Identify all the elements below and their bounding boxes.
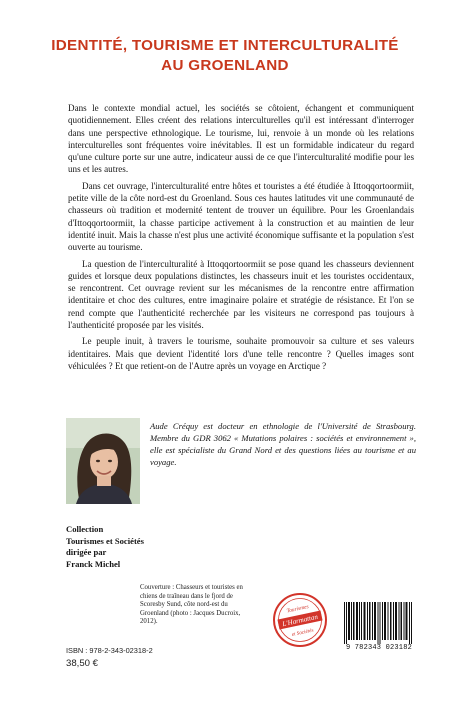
book-title <box>40 36 410 76</box>
svg-text:et Sociétés: et Sociétés <box>291 627 315 638</box>
isbn: ISBN : 978-2-343-02318-2 <box>66 646 153 655</box>
author-bio: Aude Créquy est docteur en ethnologie de l'Université de Strasbourg. Membre du GDR 3062 « Mutations polaires : sociétés et environnement », elle est spécialiste du Grand Nord et des questions liées au tourisme et au voyage. <box>150 421 416 467</box>
summary-paragraph: Dans le contexte mondial actuel, les sociétés se côtoient, échangent et communiquent quotidiennement. Elles créent des relations interculturelles qu'il est intéressant d'interroger dans une perspective ethnologique. Le tourisme, lui, renvoie à un monde où les relations interculturelles sont fréquentes voire inévitables. Il est un formidable indicateur du regard qu'une culture porte sur une autre, indicateur aussi de ce que l'interculturalité modifie pour les uns et les autres. <box>68 103 414 175</box>
barcode-digits: 9 782343 023182 <box>345 644 412 652</box>
summary-text <box>68 102 414 376</box>
barcode <box>340 600 418 656</box>
svg-text:Tourismes: Tourismes <box>286 603 310 615</box>
barcode-bars <box>344 602 414 644</box>
collection-label: Collection <box>66 524 104 534</box>
summary-paragraph: Le peuple inuit, à travers le tourisme, souhaite promouvoir sa culture et ses valeurs identitaires. Mais que devient l'identité lors d'une telle rencontre ? Quelles images sont véhiculées ? Et que retient-on de l'Autre après un voyage en Arctique ? <box>68 336 414 371</box>
book-title-line-2: AU GROENLAND <box>161 57 289 74</box>
collection-info <box>66 524 196 570</box>
publisher-stamp-logo <box>272 592 328 648</box>
collection-name: Tourismes et Sociétés <box>66 535 144 546</box>
summary-paragraph: Dans cet ouvrage, l'interculturalité entre hôtes et touristes a été étudiée à Ittoqqortoormiit, petite ville de la côte nord-est du Groenland. Sous ces hautes latitudes vit une communauté de chasseurs où tradition et modernité tentent de trouver un équilibre. Pour les Groenlandais d'Ittoqqortoormiit, la chasse participe activement à la construction et au maintien de leur identité inuit. Mais la chasse n'est plus une activité économique suffisante et la population s'est ouverte au tourisme. <box>68 180 414 253</box>
book-title-line-1: IDENTITÉ, TOURISME ET INTERCULTURALITÉ <box>51 37 399 54</box>
cover-photo-credit: Couverture : Chasseurs et touristes en chiens de traîneau dans le fjord de Scoresby Sund, côte nord-est du Groenland (photo : Jacques Ducroix, 2012). <box>140 584 243 626</box>
svg-text:L'Harmattan: L'Harmattan <box>281 612 319 629</box>
collection-director: Franck Michel <box>66 558 121 569</box>
price: 38,50 € <box>66 658 99 669</box>
author-photo <box>66 418 140 504</box>
author-portrait-image <box>66 418 140 504</box>
collection-director-label: dirigée par <box>66 547 107 557</box>
summary-paragraph: La question de l'interculturalité à Ittoqqortoormiit se pose quand les chasseurs deviennent guides et lorsque deux populations distinctes, les chasseurs inuit et les touristes occidentaux, se rencontrent. Cet ouvrage revient sur les mécanismes de la rencontre entre affirmation identitaire et choc des cultures, entre imaginaire polaire et stratégie de résistance. Et l'on se rend compte que l'authenticité recherchée par les visiteurs ne correspond pas toujours à l'authenticité proposée par les visités. <box>68 258 414 331</box>
